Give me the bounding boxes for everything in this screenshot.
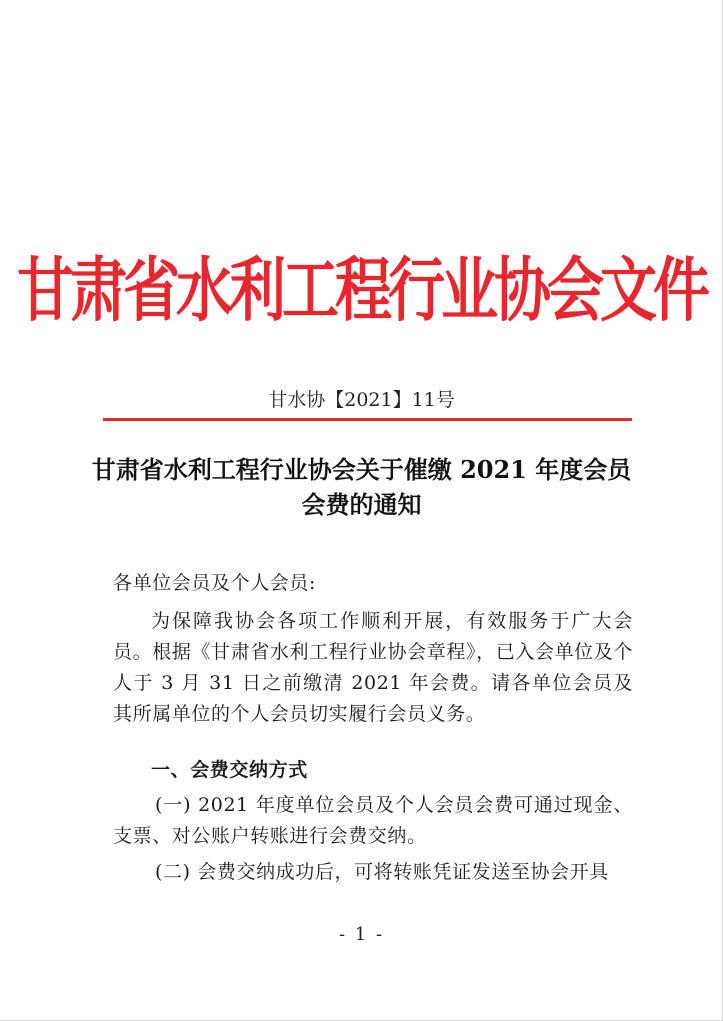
section-item-1: (一) 2021 年度单位会员及个人会员会费可通过现金、支票、对公账户转账进行会费交纳。 xyxy=(113,794,633,847)
document-header-title: 甘肃省水利工程行业协会文件 xyxy=(17,249,706,332)
page-number: - 1 - xyxy=(338,924,385,945)
header-red-divider xyxy=(103,418,632,421)
salutation: 各单位会员及个人会员: xyxy=(113,572,317,594)
document-number: 甘水协【2021】11号 xyxy=(268,389,455,411)
section-heading-payment-method: 一、会费交纳方式 xyxy=(151,759,308,781)
section-item-2: (二) 会费交纳成功后，可将转账凭证发送至协会开具 xyxy=(155,861,609,883)
paragraph-intro: 为保障我协会各项工作顺利开展，有效服务于广大会员。根据《甘肃省水利工程行业协会章程》，已入会单位及个人于 3 月 31 日之前缴清 2021 年会费。请各单位会员及其所属单位的个人会员切实履行会员义务。 xyxy=(113,610,633,725)
notice-title: 甘肃省水利工程行业协会关于催缴 2021 年度会员会费的通知 xyxy=(91,455,632,519)
